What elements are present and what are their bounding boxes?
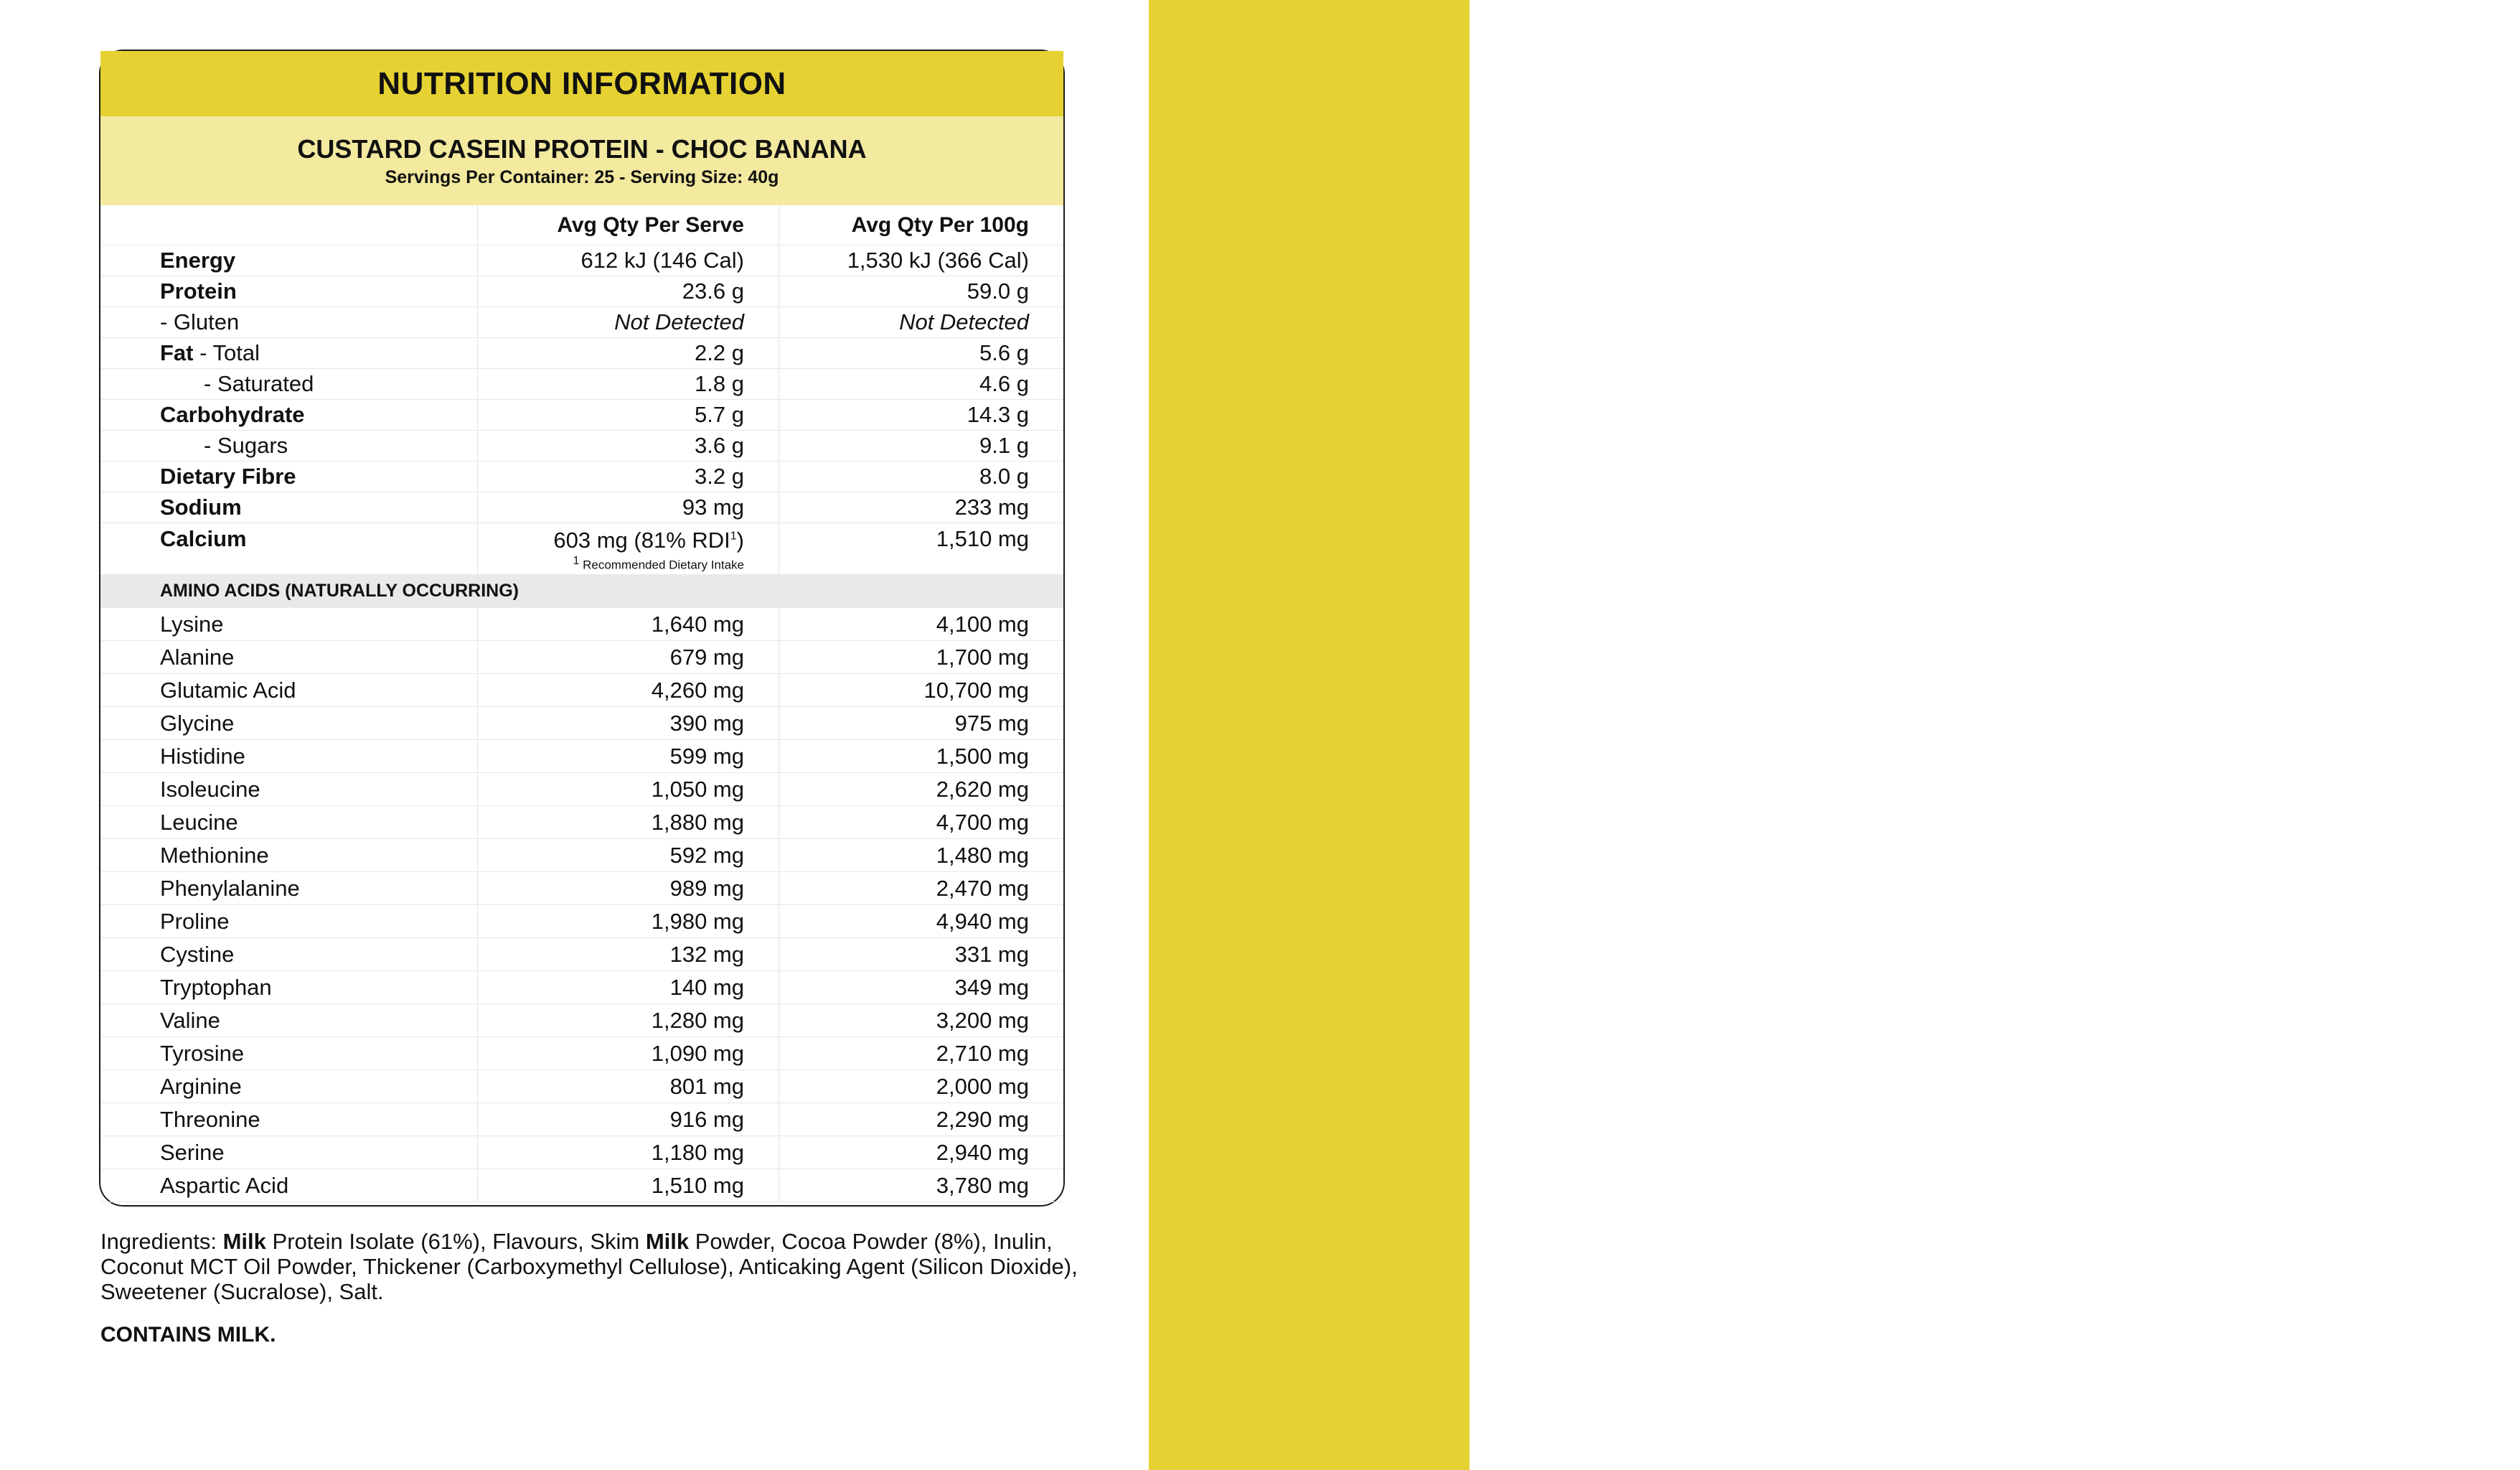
amino-acid-name: Glutamic Acid	[160, 677, 296, 703]
nutrient-label	[100, 340, 477, 366]
per-100g-value: 233 mg	[954, 495, 1029, 520]
per-serve-value: 916 mg	[669, 1106, 744, 1132]
nutrient-row-energy	[100, 245, 1063, 276]
per-serve-value: 4,260 mg	[651, 677, 744, 703]
amino-acid-name: Valine	[160, 1007, 220, 1033]
product-header	[100, 116, 1063, 205]
per-serve-value: 23.6 g	[682, 278, 744, 304]
per-100g-value: 331 mg	[954, 941, 1029, 967]
nutrient-label: Energy	[160, 248, 236, 273]
allergen-statement: CONTAINS MILK.	[100, 1323, 276, 1347]
per-100g-value: 349 mg	[954, 974, 1029, 1000]
per-serve-value: 592 mg	[669, 842, 744, 868]
amino-acid-name: Tyrosine	[160, 1040, 245, 1066]
amino-acid-row	[100, 674, 1063, 707]
nutrient-row-carbohydrate	[100, 400, 1063, 431]
calcium-serve-close: )	[736, 528, 744, 553]
per-100g-value: 2,620 mg	[936, 776, 1029, 802]
per-100g-value: 1,530 kJ (366 Cal)	[847, 248, 1029, 273]
per-serve-value: 599 mg	[669, 743, 744, 769]
amino-acid-name: Lysine	[160, 611, 224, 637]
per-serve-value: 801 mg	[669, 1073, 744, 1099]
nutrient-row-gluten	[100, 307, 1063, 338]
nutrient-row-saturated	[100, 369, 1063, 400]
rdi-footnote-mark: 1	[573, 555, 580, 567]
amino-acid-row	[100, 1070, 1063, 1103]
per-100g-value: 10,700 mg	[923, 677, 1029, 703]
side-banner	[1149, 0, 2520, 1470]
allergen-milk: Milk	[645, 1229, 690, 1254]
amino-acid-name: Glycine	[160, 710, 235, 736]
column-header-per-serve: Avg Qty Per Serve	[557, 212, 744, 237]
amino-acid-name: Proline	[160, 908, 230, 934]
per-100g-value: 2,940 mg	[936, 1139, 1029, 1165]
amino-acid-row	[100, 608, 1063, 641]
amino-acid-list	[100, 608, 1063, 1202]
nutrient-label: Calcium	[160, 526, 247, 551]
nutrient-row-protein	[100, 276, 1063, 307]
per-100g-value: Not Detected	[899, 309, 1029, 334]
amino-acid-name: Isoleucine	[160, 776, 260, 802]
per-100g-value: 5.6 g	[979, 340, 1029, 365]
per-100g-value: 4,940 mg	[936, 908, 1029, 934]
amino-acid-row	[100, 839, 1063, 872]
per-serve-value: 132 mg	[669, 941, 744, 967]
per-serve-value	[477, 523, 779, 573]
amino-acids-section-header: AMINO ACIDS (NATURALLY OCCURRING)	[100, 574, 1063, 608]
per-100g-value: 975 mg	[954, 710, 1029, 736]
nutrient-label: Carbohydrate	[160, 402, 305, 427]
amino-acid-row	[100, 1103, 1063, 1136]
per-100g-value: 2,710 mg	[936, 1040, 1029, 1066]
per-100g-value: 4.6 g	[979, 371, 1029, 396]
amino-acid-row	[100, 773, 1063, 806]
nutrient-label: - Gluten	[160, 309, 240, 334]
per-serve-value: 1,280 mg	[651, 1007, 744, 1033]
per-100g-value: 1,500 mg	[936, 743, 1029, 769]
per-serve-value: 1,180 mg	[651, 1139, 744, 1165]
nutrient-label: - Sugars	[204, 433, 288, 458]
per-100g-value: 4,700 mg	[936, 809, 1029, 835]
per-serve-value: 1,640 mg	[651, 611, 744, 637]
per-serve-value: 1,510 mg	[651, 1172, 744, 1198]
amino-acid-name: Tryptophan	[160, 974, 272, 1000]
nutrient-row-sugars	[100, 431, 1063, 462]
amino-acid-row	[100, 872, 1063, 905]
per-100g-value: 1,700 mg	[936, 644, 1029, 670]
nutrient-label: - Saturated	[204, 371, 314, 396]
fat-label: Fat	[160, 340, 194, 365]
per-serve-value: 5.7 g	[695, 402, 744, 427]
amino-acid-name: Threonine	[160, 1106, 260, 1132]
per-100g-value: 3,780 mg	[936, 1172, 1029, 1198]
side-flavour-label: CHOC BANANA	[2395, 306, 2520, 1165]
calcium-footnote-mark: 1	[730, 530, 737, 543]
calcium-serve-text: 603 mg (81% RDI	[553, 528, 730, 553]
per-serve-value: 1,980 mg	[651, 908, 744, 934]
per-serve-value: 140 mg	[669, 974, 744, 1000]
panel-title: NUTRITION INFORMATION	[100, 51, 1063, 116]
amino-acid-row	[100, 806, 1063, 839]
per-serve-value: 1.8 g	[695, 371, 744, 396]
per-100g-value: 3,200 mg	[936, 1007, 1029, 1033]
ingredients-statement	[100, 1229, 1105, 1304]
ingredients-text: Protein Isolate (61%), Flavours, Skim	[265, 1229, 646, 1254]
amino-acid-name: Aspartic Acid	[160, 1172, 289, 1198]
amino-acid-name: Cystine	[160, 941, 235, 967]
nutrient-row-calcium	[100, 523, 1063, 574]
amino-acid-row	[100, 740, 1063, 773]
serving-info: Servings Per Container: 25 - Serving Size: 40g	[385, 167, 779, 187]
per-100g-value: 9.1 g	[979, 433, 1029, 458]
amino-acid-name: Alanine	[160, 644, 235, 670]
per-100g-value: 4,100 mg	[936, 611, 1029, 637]
per-100g-value: 2,000 mg	[936, 1073, 1029, 1099]
per-100g-value: 8.0 g	[979, 464, 1029, 489]
amino-acid-row	[100, 905, 1063, 938]
per-100g-value: 2,470 mg	[936, 875, 1029, 901]
per-100g-value: 59.0 g	[967, 278, 1029, 304]
amino-acid-name: Histidine	[160, 743, 245, 769]
nutrient-label: Sodium	[160, 495, 242, 520]
fat-label-suffix: - Total	[193, 340, 260, 365]
nutrition-panel	[99, 50, 1065, 1207]
column-header-per-100g: Avg Qty Per 100g	[851, 212, 1029, 237]
per-100g-value: 2,290 mg	[936, 1106, 1029, 1132]
amino-acid-row	[100, 707, 1063, 740]
amino-acid-row	[100, 641, 1063, 674]
per-100g-value: 1,480 mg	[936, 842, 1029, 868]
calcium-serve-value	[477, 528, 744, 553]
amino-acid-row	[100, 1004, 1063, 1037]
per-serve-value: 1,880 mg	[651, 809, 744, 835]
per-serve-value: 390 mg	[669, 710, 744, 736]
per-serve-value: 3.2 g	[695, 464, 744, 489]
nutrient-label: Protein	[160, 278, 237, 304]
ingredients-text: Powder, Cocoa Powder (8%), Inulin, Coconut MCT Oil Powder, Thickener (Carboxymethyl Cellulose), Anticaking Agent (Silicon Dioxide), Sweetener (Sucralose), Salt.	[100, 1229, 1078, 1304]
per-100g-value: 1,510 mg	[936, 526, 1029, 551]
amino-acid-name: Serine	[160, 1139, 225, 1165]
amino-acid-name: Phenylalanine	[160, 875, 300, 901]
amino-acid-name: Methionine	[160, 842, 269, 868]
amino-acid-row	[100, 1169, 1063, 1202]
per-serve-value: 1,090 mg	[651, 1040, 744, 1066]
per-serve-value: 3.6 g	[695, 433, 744, 458]
amino-acid-name: Arginine	[160, 1073, 242, 1099]
amino-acid-row	[100, 1136, 1063, 1169]
per-serve-value: 2.2 g	[695, 340, 744, 365]
allergen-milk: Milk	[222, 1229, 266, 1254]
per-100g-value: 14.3 g	[967, 402, 1029, 427]
nutrient-label: Dietary Fibre	[160, 464, 296, 489]
per-serve-value: 612 kJ (146 Cal)	[580, 248, 744, 273]
nutrition-table	[100, 205, 1063, 1202]
per-serve-value: 989 mg	[669, 875, 744, 901]
nutrient-row-fat	[100, 338, 1063, 369]
amino-acid-row	[100, 938, 1063, 971]
per-serve-value: 679 mg	[669, 644, 744, 670]
nutrient-row-fibre	[100, 462, 1063, 492]
per-serve-value: 1,050 mg	[651, 776, 744, 802]
per-serve-value: Not Detected	[614, 309, 744, 334]
nutrient-row-sodium	[100, 492, 1063, 523]
amino-acid-row	[100, 971, 1063, 1004]
amino-acid-name: Leucine	[160, 809, 238, 835]
amino-acid-row	[100, 1037, 1063, 1070]
table-header-row	[100, 205, 1063, 245]
product-name: CUSTARD CASEIN PROTEIN - CHOC BANANA	[297, 134, 867, 164]
rdi-footnote	[477, 555, 744, 573]
per-serve-value: 93 mg	[682, 495, 744, 520]
rdi-footnote-text: Recommended Dietary Intake	[579, 558, 744, 572]
ingredients-prefix: Ingredients:	[100, 1229, 223, 1254]
